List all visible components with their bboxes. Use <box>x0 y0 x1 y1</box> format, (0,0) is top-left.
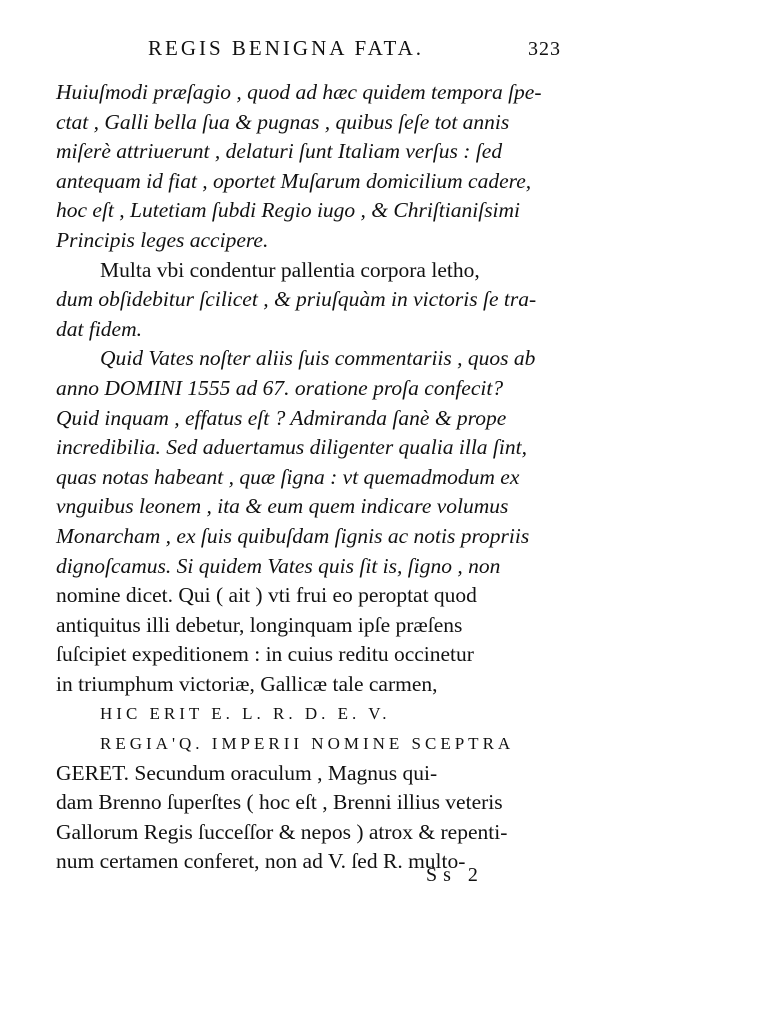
text-line: miſerè attriuerunt , delaturi ſunt Italiam verſus : ſed <box>56 139 503 164</box>
text-line: ctat , Galli bella ſua & pugnas , quibus ſeſe tot annis <box>56 109 510 134</box>
text-line: in triumphum victoriæ, Gallicæ tale carmen, <box>56 671 438 696</box>
text-line: quas notas habeant , quæ ſigna : vt quemadmodum ex <box>56 464 520 489</box>
text-line: GERET. Secundum oraculum , Magnus qui- <box>56 760 438 785</box>
text-line: dam Brenno ſuperſtes ( hoc eſt , Brenni illius veteris <box>56 790 503 815</box>
text-line: ſuſcipiet expeditionem : in cuius reditu occinetur <box>56 642 474 667</box>
text-line: nomine dicet. Qui ( ait ) vti frui eo peroptat quod <box>56 583 477 608</box>
text-line: anno DOMINI 1555 ad 67. oratione proſa confecit? <box>56 375 504 400</box>
text-line: Gallorum Regis ſucceſſor & nepos ) atrox & repenti- <box>56 819 508 844</box>
body-text <box>56 78 576 877</box>
text-line: HIC ERIT E. L. R. D. E. V. <box>100 704 391 724</box>
text-line: REGIA'Q. IMPERII NOMINE SCEPTRA <box>100 734 515 754</box>
text-line: dignoſcamus. Si quidem Vates quis ſit is, ſigno , non <box>56 553 501 578</box>
signature-mark: Ss 2 <box>426 864 484 886</box>
page-number: 323 <box>528 38 561 60</box>
text-line: Huiuſmodi præſagio , quod ad hæc quidem tempora ſpe- <box>56 80 542 104</box>
text-line: Quid inquam , effatus eſt ? Admiranda ſanè & prope <box>56 405 507 430</box>
text-line: hoc eſt , Lutetiam ſubdi Regio iugo , & Chriſtianiſsimi <box>56 198 521 223</box>
text-line: dat fidem. <box>56 316 142 341</box>
text-line: antequam id fiat , oportet Muſarum domicilium cadere, <box>56 168 532 193</box>
running-title: REGIS BENIGNA FATA. <box>148 36 425 60</box>
text-line: dum obſidebitur ſcilicet , & priuſquàm in victoris ſe tra- <box>56 287 537 312</box>
text-line: num certamen conferet, non ad V. ſed R. multo- <box>56 849 466 874</box>
text-line: antiquitus illi debetur, longinquam ipſe præſens <box>56 612 463 637</box>
text-line: Monarcham , ex ſuis quibuſdam ſignis ac notis propriis <box>56 523 530 548</box>
text-line: Quid Vates noſter aliis ſuis commentariis , quos ab <box>100 346 536 371</box>
text-line: incredibilia. Sed aduertamus diligenter qualia illa ſint, <box>56 435 527 460</box>
text-line: vnguibus leonem , ita & eum quem indicare volumus <box>56 494 509 519</box>
text-line: Principis leges accipere. <box>56 227 269 252</box>
text-line: Multa vbi condentur pallentia corpora letho, <box>100 257 480 282</box>
